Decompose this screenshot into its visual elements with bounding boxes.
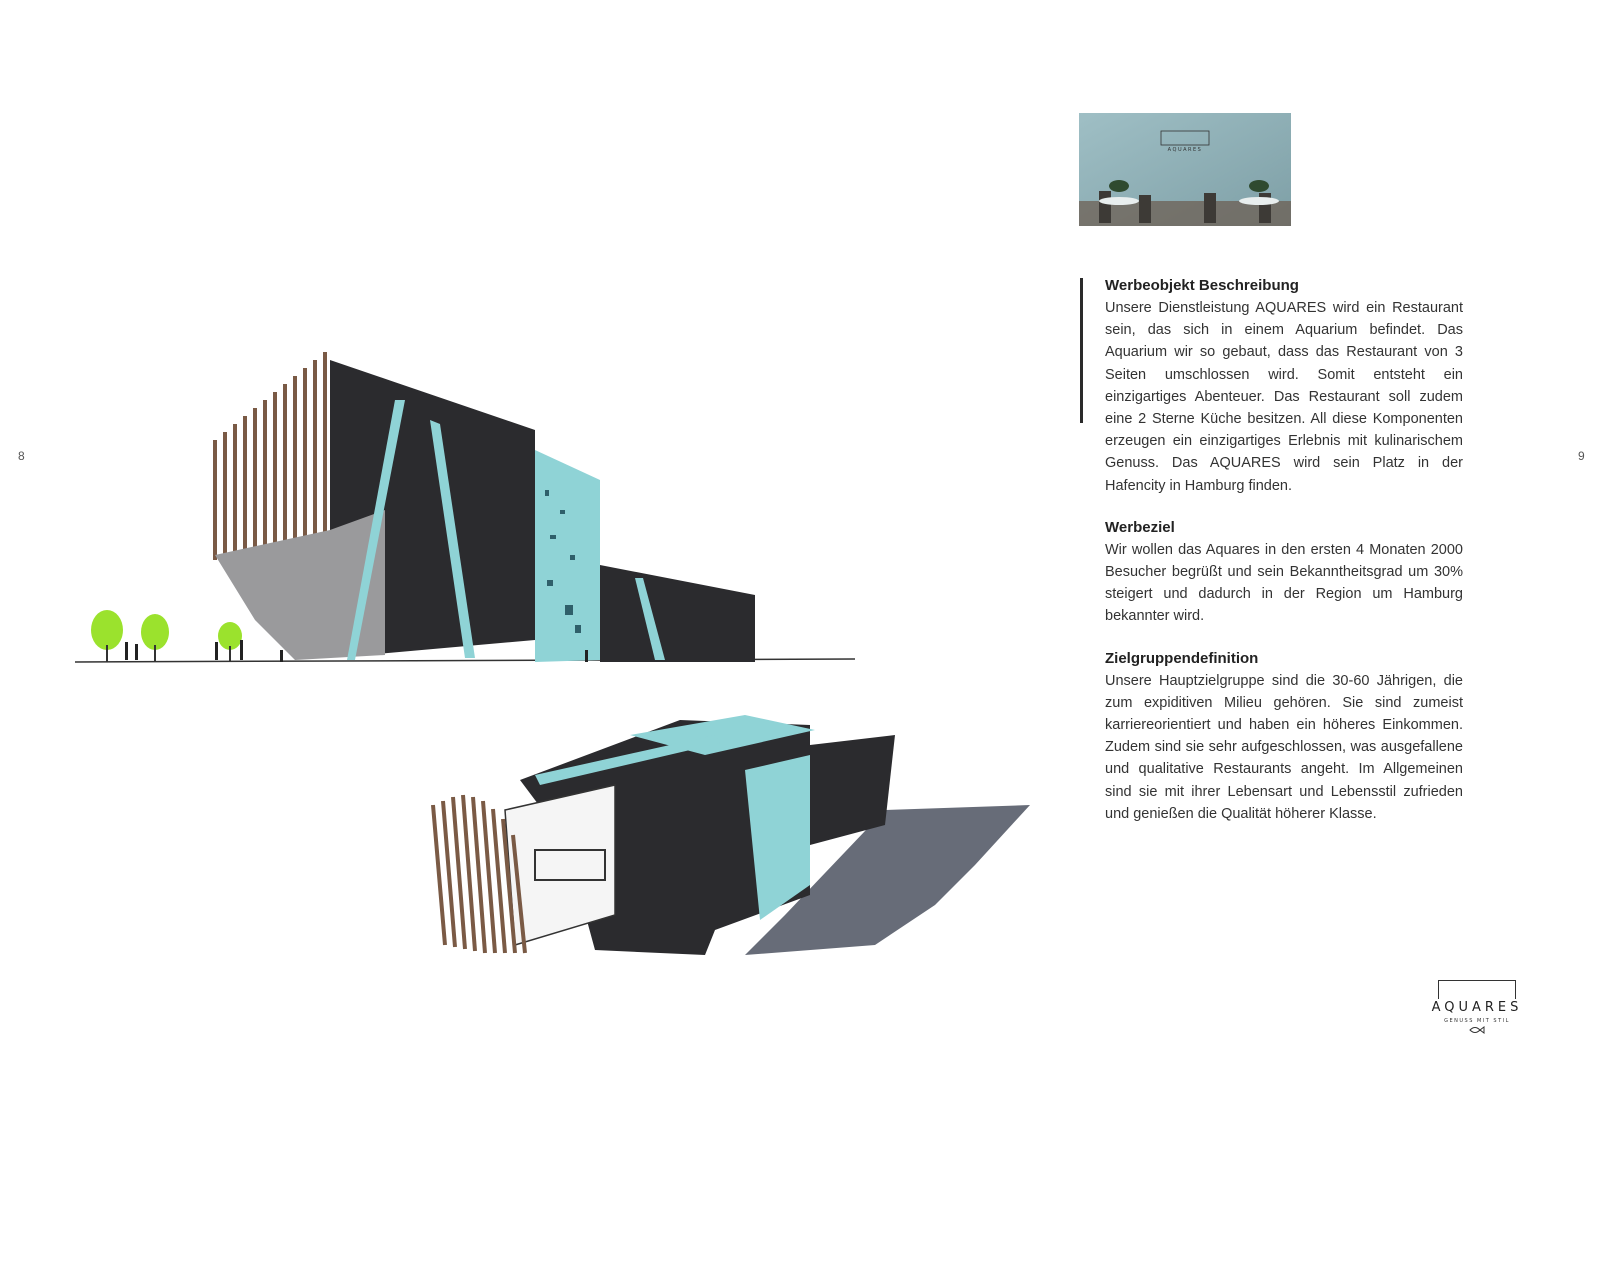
- section-body: Unsere Hauptzielgruppe sind die 30-60 Jährigen, die zum expiditiven Milieu gehören. Sie sind zumeist karriereorientiert und haben ein höheres Einkommen. Zudem sind sie sehr aufgeschlossen, was ausgefallene und qualitative Restaurants angeht. Im Allgemeinen sind sie mit ihrer Lebensart und Lebensstil zufrieden und genießen die Qualität höherer Klasse.: [1105, 672, 1463, 822]
- logo-frame: [1438, 980, 1516, 999]
- page-number-left: 8: [18, 449, 25, 463]
- building-sketch-aerial: [415, 715, 1055, 995]
- tree-group: [91, 610, 242, 650]
- page-number-right: 9: [1578, 449, 1585, 463]
- logo-tagline: GENUSS MIT STIL: [1444, 1018, 1510, 1024]
- section-werbeziel: [1105, 517, 1463, 628]
- text-column: [1083, 275, 1463, 845]
- aquares-logo: [1412, 980, 1552, 1040]
- fish-icon: [1468, 1025, 1486, 1035]
- section-heading: Werbeziel: [1105, 518, 1175, 536]
- photo-logo-text: AQUARES: [1167, 147, 1203, 153]
- section-heading: Werbeobjekt Beschreibung: [1105, 277, 1299, 294]
- restaurant-photo: [1079, 113, 1291, 226]
- logo-wordmark: AQUARES: [1431, 1000, 1523, 1015]
- building-sketch-front: [55, 320, 875, 690]
- section-heading: Zielgruppendefinition: [1105, 649, 1259, 667]
- section-werbeobjekt: [1105, 275, 1463, 497]
- section-zielgruppe: [1105, 648, 1463, 825]
- section-body: Unsere Dienstleistung AQUARES wird ein Restaurant sein, das sich in einem Aquarium befindet. Das Aquarium wir so gebaut, dass das Restaurant von 3 Seiten umschlossen wird. Somit entsteht ein einzigartiges Abenteuer. Das Restaurant soll zudem eine 2 Sterne Küche besitzen. All diese Komponenten erzeugen ein einzigartiges Erlebnis mit kulinarischem Genuss. Das AQUARES wird sein Platz in der Hafencity in Hamburg finden.: [1105, 300, 1463, 494]
- section-body: Wir wollen das Aquares in den ersten 4 Monaten 2000 Besucher begrüßt und sein Bekanntheitsgrad um 30% steigert und dadurch in der Region um Hamburg bekannter wird.: [1105, 541, 1463, 625]
